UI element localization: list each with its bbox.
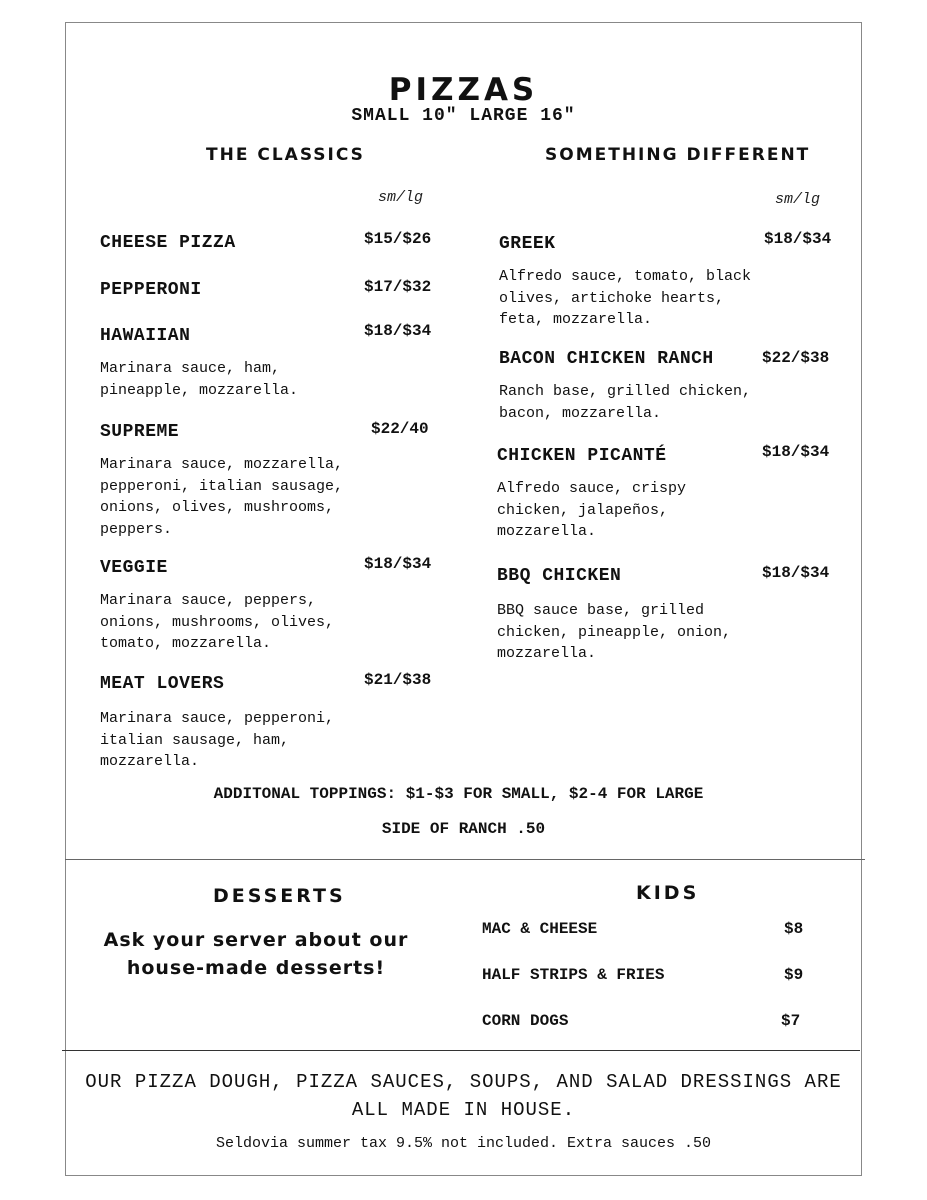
item-price: $7: [781, 1012, 801, 1030]
item-description: Marinara sauce, peppers, onions, mushrooms, olives, tomato, mozzarella.: [100, 592, 335, 652]
item-description: BBQ sauce base, grilled chicken, pineapple, onion, mozzarella.: [497, 602, 732, 662]
item-description: Marinara sauce, mozzarella, pepperoni, italian sausage, onions, olives, mushrooms, peppers.: [100, 456, 344, 538]
item-name: MEAT LOVERS: [100, 674, 225, 694]
item-price: $18/$34: [364, 322, 432, 340]
made-in-house-note: OUR PIZZA DOUGH, PIZZA SAUCES, SOUPS, AND SALAD DRESSINGS ARE ALL MADE IN HOUSE.: [85, 1071, 842, 1121]
size-info: SMALL 10" LARGE 16": [351, 106, 576, 126]
item-name: BACON CHICKEN RANCH: [499, 349, 714, 369]
desserts-heading: DESSERTS: [213, 885, 346, 907]
classics-price-key: sm/lg: [378, 189, 424, 206]
item-price: $9: [784, 966, 804, 984]
item-price: $18/$34: [762, 564, 830, 582]
item-name: CHICKEN PICANTÉ: [497, 446, 667, 466]
item-price: $15/$26: [364, 230, 432, 248]
item-name: SUPREME: [100, 422, 180, 442]
item-name: HAWAIIAN: [100, 326, 191, 346]
item-name: VEGGIE: [100, 558, 168, 578]
kids-heading: KIDS: [636, 882, 700, 904]
item-price: $8: [784, 920, 804, 938]
toppings-note: ADDITONAL TOPPINGS: $1-$3 FOR SMALL, $2-4 FOR LARGE: [213, 785, 704, 803]
item-name: HALF STRIPS & FRIES: [482, 966, 665, 984]
item-price: $22/$38: [762, 349, 830, 367]
item-description: Alfredo sauce, tomato, black olives, artichoke hearts, feta, mozzarella.: [499, 268, 752, 328]
item-name: CORN DOGS: [482, 1012, 569, 1030]
item-price: $18/$34: [764, 230, 832, 248]
different-price-key: sm/lg: [775, 191, 821, 208]
item-description: Marinara sauce, ham, pineapple, mozzarella.: [100, 360, 299, 399]
item-description: Alfredo sauce, crispy chicken, jalapeños, mozzarella.: [497, 480, 687, 540]
item-name: MAC & CHEESE: [482, 920, 598, 938]
page-title: PIZZAS: [388, 72, 539, 108]
item-price: $17/$32: [364, 278, 432, 296]
item-name: GREEK: [499, 234, 556, 254]
different-heading: SOMETHING DIFFERENT: [545, 145, 811, 165]
classics-heading: THE CLASSICS: [206, 145, 365, 165]
desserts-text: Ask your server about our house-made desserts!: [103, 929, 409, 979]
item-price: $18/$34: [364, 555, 432, 573]
item-price: $21/$38: [364, 671, 432, 689]
item-description: Ranch base, grilled chicken, bacon, mozzarella.: [499, 383, 752, 422]
item-price: $18/$34: [762, 443, 830, 461]
tax-note: Seldovia summer tax 9.5% not included. Extra sauces .50: [215, 1135, 712, 1152]
item-name: BBQ CHICKEN: [497, 566, 622, 586]
ranch-note: SIDE OF RANCH .50: [381, 820, 546, 838]
item-description: Marinara sauce, pepperoni, italian sausage, ham, mozzarella.: [100, 710, 335, 770]
item-price: $22/40: [371, 420, 429, 438]
item-name: PEPPERONI: [100, 280, 202, 300]
section-divider: [65, 859, 865, 860]
footer-divider: [62, 1050, 860, 1051]
item-name: CHEESE PIZZA: [100, 233, 236, 253]
